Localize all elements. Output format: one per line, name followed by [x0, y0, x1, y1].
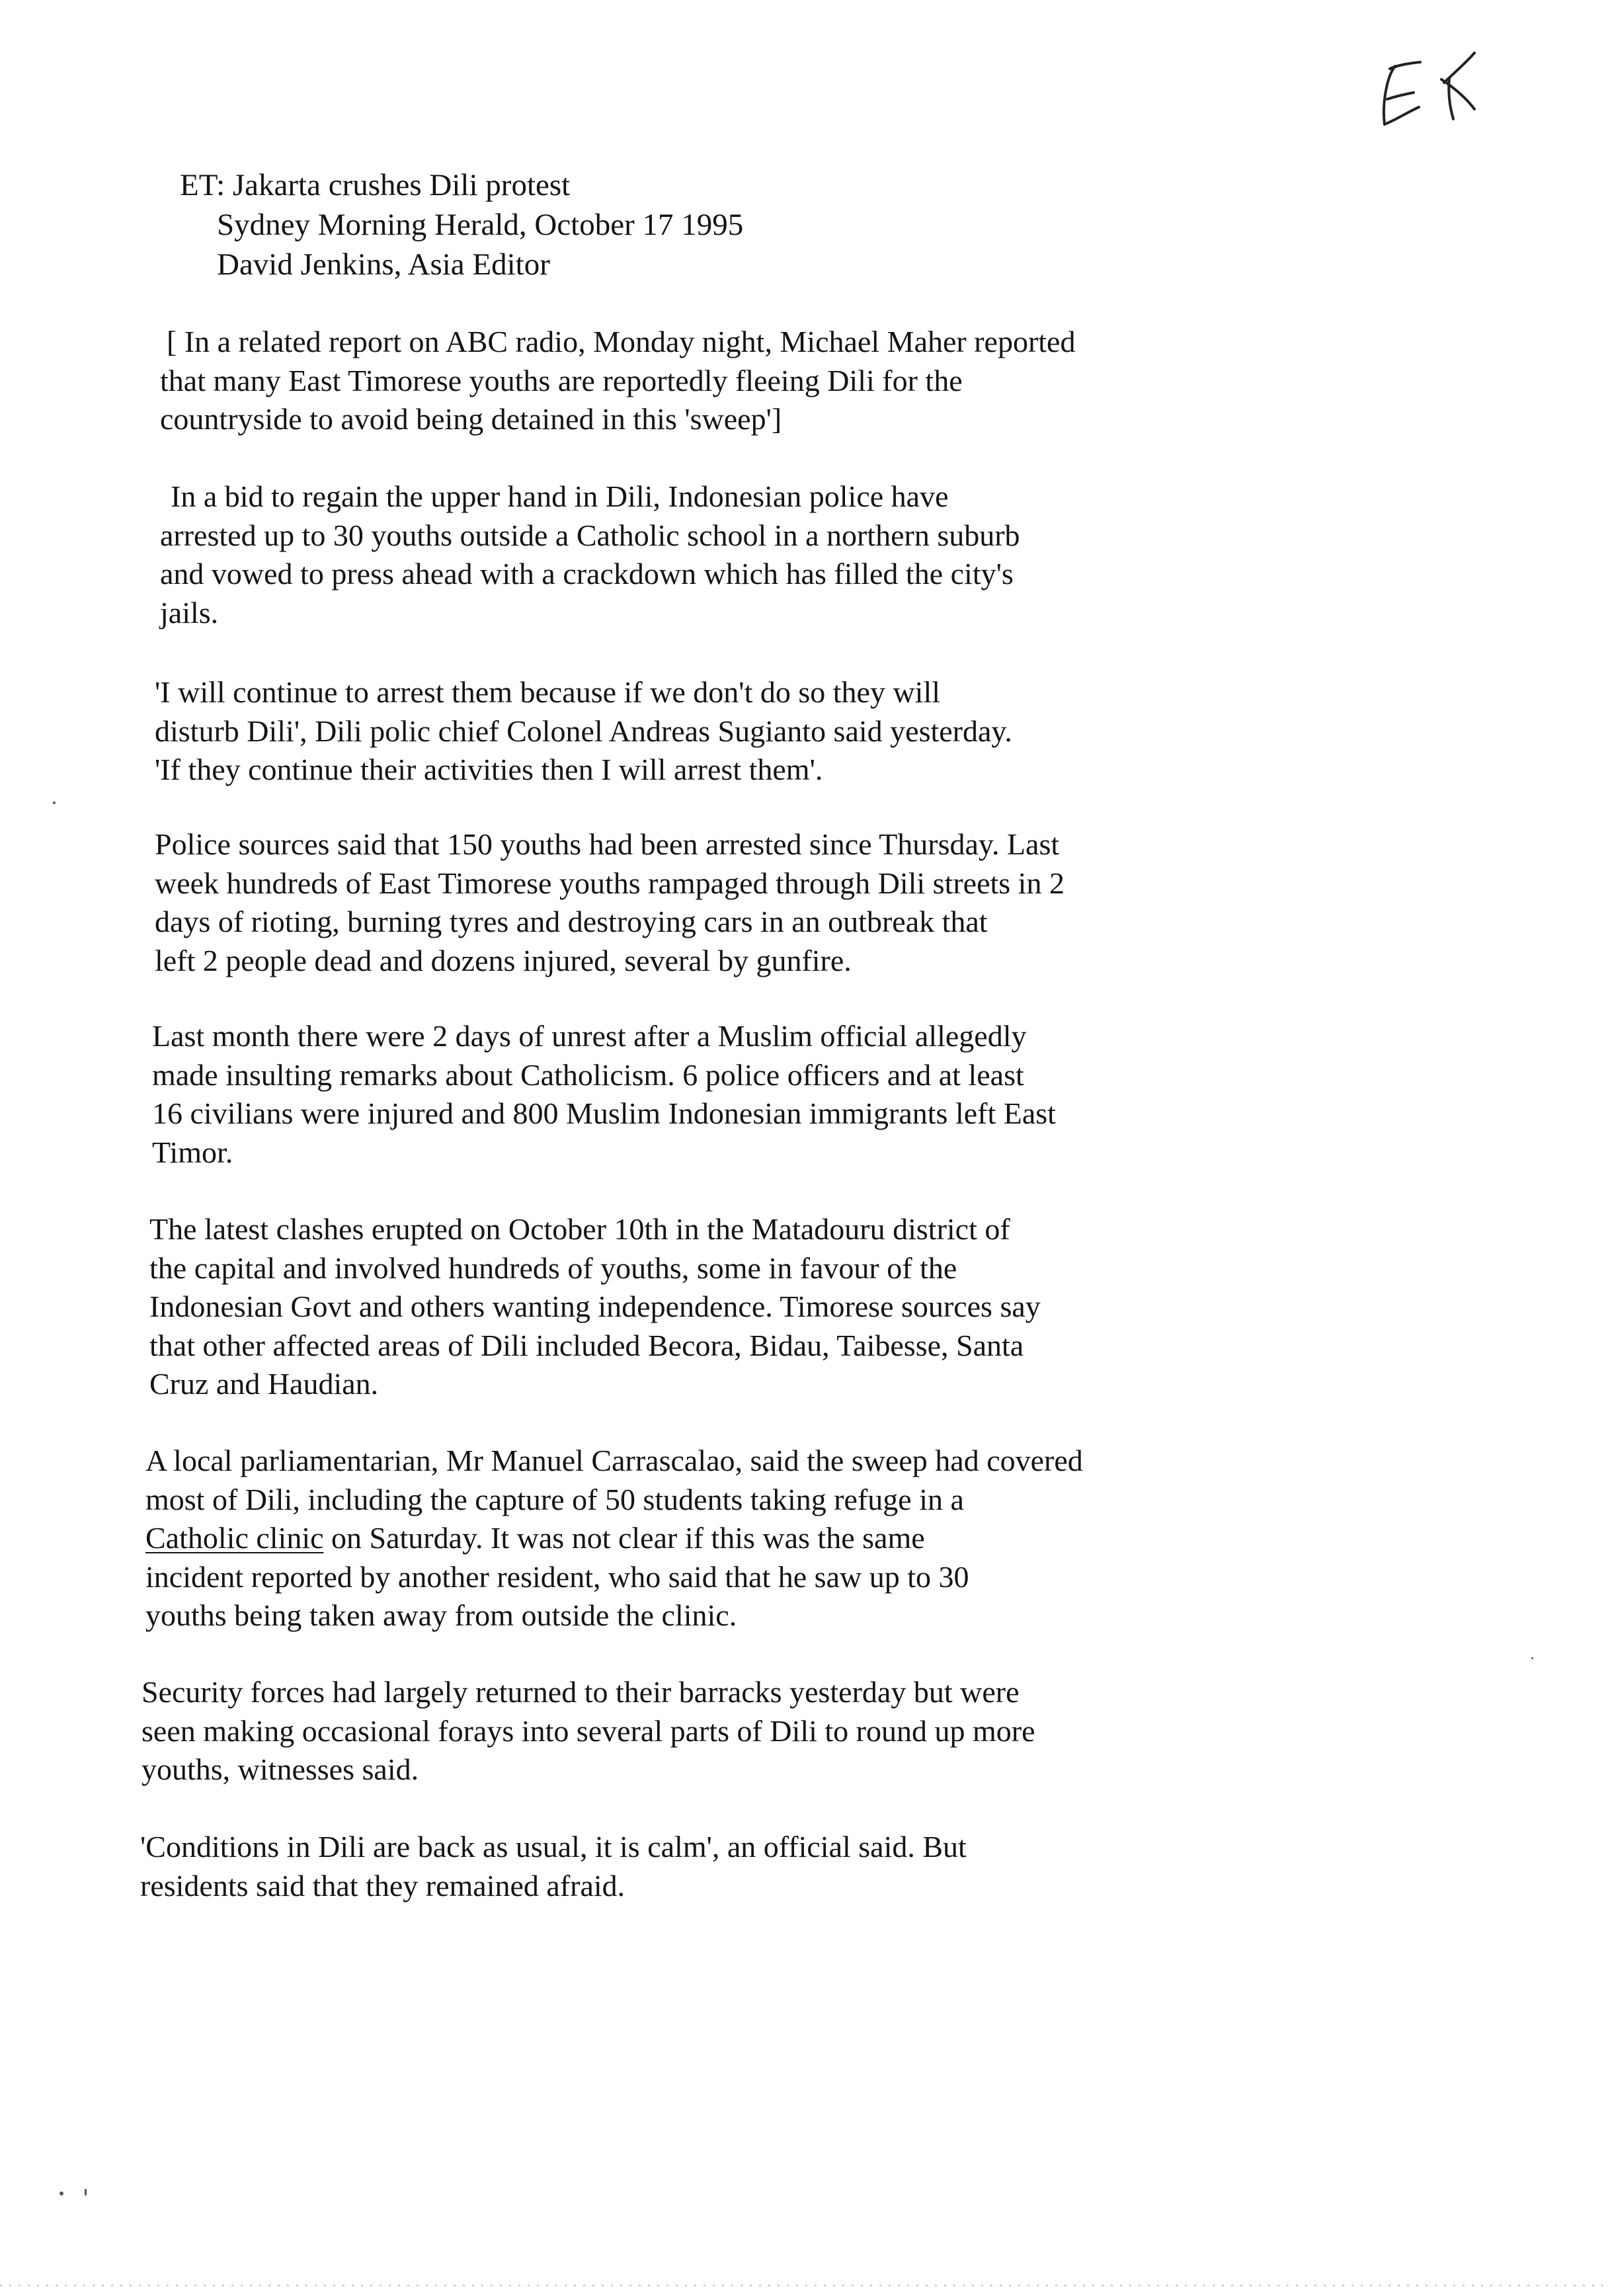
paragraph-line: arrested up to 30 youths outside a Catholic school in a northern suburb: [160, 518, 1020, 552]
paragraph-line-rest: on Saturday. It was not clear if this was the same: [331, 1521, 925, 1555]
paragraph-line: In a bid to regain the upper hand in Dili, Indonesian police have: [171, 479, 949, 513]
paragraph: [140, 1828, 967, 1905]
article-title: ET: Jakarta crushes Dili protest: [180, 168, 571, 202]
underlined-phrase: Catholic clinic: [145, 1521, 324, 1555]
article-source: Sydney Morning Herald, October 17 1995: [217, 208, 744, 242]
paragraph: [160, 323, 1076, 439]
paragraph-line: that other affected areas of Dili included Becora, Bidau, Taibesse, Santa: [149, 1328, 1024, 1362]
article-byline: David Jenkins, Asia Editor: [217, 247, 550, 282]
scan-speck: [53, 801, 56, 804]
handwritten-initials-mark: [1375, 46, 1488, 145]
paragraph-line: Indonesian Govt and others wanting independence. Timorese sources say: [149, 1290, 1041, 1323]
paragraph-line: disturb Dili', Dili polic chief Colonel Andreas Sugianto said yesterday.: [155, 714, 1012, 748]
paragraph-line: most of Dili, including the capture of 50 students taking refuge in a: [145, 1482, 964, 1516]
paragraph-line: youths being taken away from outside the clinic.: [145, 1598, 737, 1632]
paragraph-line: jails.: [160, 595, 219, 630]
paragraph: [152, 1017, 1056, 1172]
paragraph-line: 16 civilians were injured and 800 Muslim Indonesian immigrants left East: [152, 1096, 1056, 1130]
scan-edge-line: [0, 2285, 1608, 2286]
paragraph-line: Last month there were 2 days of unrest after a Muslim official allegedly: [152, 1019, 1027, 1053]
paragraph-line: youths, witnesses said.: [141, 1752, 419, 1786]
paragraph-line: Police sources said that 150 youths had been arrested since Thursday. Last: [155, 827, 1060, 861]
paragraph-line: the capital and involved hundreds of youths, some in favour of the: [149, 1250, 957, 1285]
paragraph-line: [145, 1519, 1083, 1558]
paragraph-line: incident reported by another resident, who said that he saw up to 30: [145, 1559, 969, 1594]
paragraph-line: residents said that they remained afraid.: [140, 1868, 625, 1903]
paragraph: [145, 1442, 1083, 1635]
paragraph-line: 'If they continue their activities then I will arrest them'.: [155, 753, 823, 786]
paragraph: [149, 1210, 1041, 1404]
paragraph-line: A local parliamentarian, Mr Manuel Carrascalao, said the sweep had covered: [145, 1444, 1083, 1477]
paragraph: [141, 1673, 1035, 1789]
paragraph-line: days of rioting, burning tyres and destroying cars in an outbreak that: [155, 905, 988, 938]
scan-speck: [1531, 1657, 1533, 1659]
paragraph-line: that many East Timorese youths are reportedly fleeing Dili for the: [160, 363, 963, 397]
paragraph-line: Cruz and Haudian.: [149, 1367, 379, 1401]
scan-speck: [85, 2189, 87, 2195]
paragraph: [155, 673, 1012, 790]
paragraph-line: week hundreds of East Timorese youths rampaged through Dili streets in 2: [155, 866, 1065, 900]
paragraph: [155, 825, 1065, 980]
paragraph-line: countryside to avoid being detained in this 'sweep']: [160, 402, 782, 436]
paragraph-line: The latest clashes erupted on October 10th in the Matadouru district of: [149, 1212, 1010, 1246]
paragraph: [160, 477, 1020, 632]
paragraph-line: Security forces had largely returned to their barracks yesterday but were: [141, 1675, 1020, 1709]
paragraph-line: left 2 people dead and dozens injured, several by gunfire.: [155, 943, 852, 977]
paragraph-line: 'Conditions in Dili are back as usual, it is calm', an official said. But: [140, 1830, 967, 1864]
paragraph-line: 'I will continue to arrest them because if we don't do so they will: [155, 675, 941, 709]
paragraph-line: Timor.: [152, 1135, 233, 1169]
paragraph-line: seen making occasional forays into several parts of Dili to round up more: [141, 1713, 1035, 1748]
paragraph-line: [ In a related report on ABC radio, Monday night, Michael Maher reported: [167, 325, 1076, 358]
paragraph-line: made insulting remarks about Catholicism. 6 police officers and at least: [152, 1057, 1024, 1092]
paragraph-line: and vowed to press ahead with a crackdown which has filled the city's: [160, 557, 1014, 591]
scan-speck: [60, 2192, 63, 2195]
article-header: [180, 165, 743, 284]
